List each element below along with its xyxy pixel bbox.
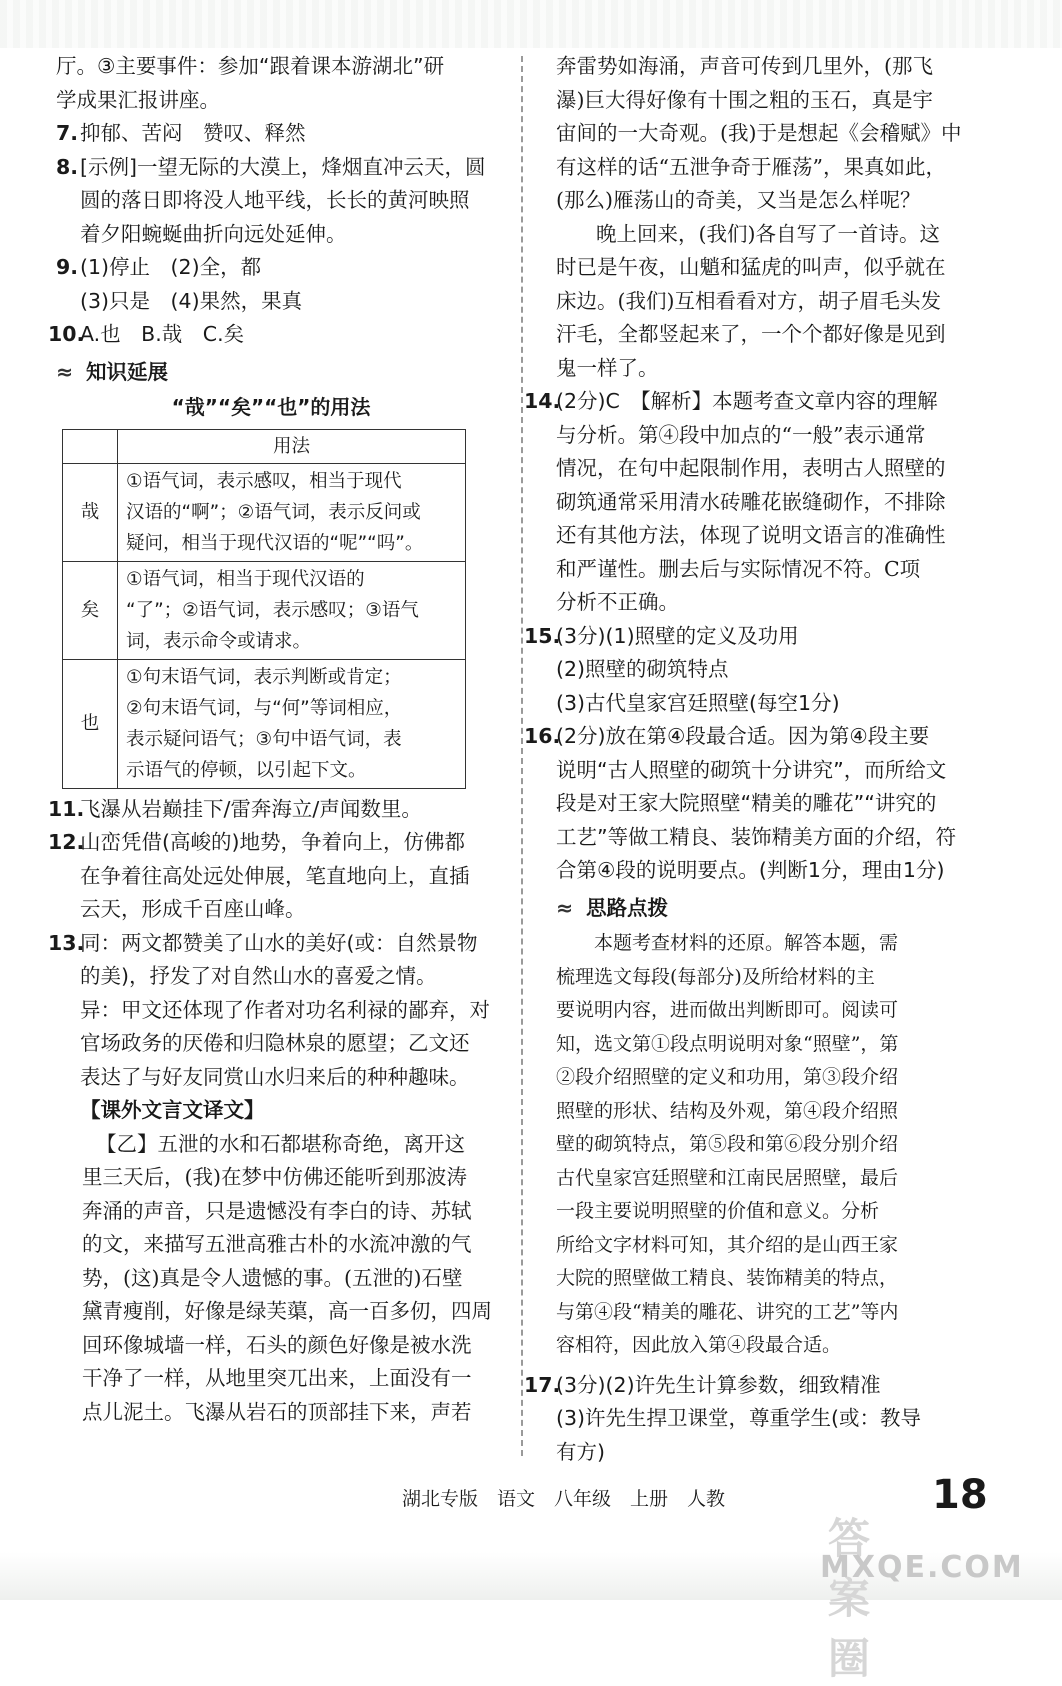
answer-text: 着夕阳蜿蜒曲折向远处延伸。 [80, 221, 347, 246]
answer-text: (3)许先生捍卫课堂，尊重学生(或：教导 [556, 1406, 922, 1430]
text-line: 所给文字材料可知，其介绍的是山西王家 [556, 1233, 899, 1256]
section-title: 思路点拨 [586, 895, 668, 920]
table-header-row [63, 429, 466, 463]
answer-text: 异：甲文还体现了作者对功名利禄的鄙弃，对 [80, 997, 490, 1022]
question-number: 13. [48, 930, 85, 955]
answer-text: 与分析。第④段中加点的“一般”表示通常 [556, 422, 926, 447]
text-line: 汗毛，全都竖起来了，一个个都好像是见到 [556, 322, 946, 346]
answer-17 [524, 1369, 972, 1470]
table-header-cell: 用法 [118, 429, 466, 463]
text-line: 厅。③主要事件：参加“跟着课本游湖北”研 [56, 54, 445, 78]
table-key-cell: 矣 [63, 561, 118, 659]
book-meta: 湖北专版 语文 八年级 上册 人教 [402, 1488, 726, 1510]
answer-15 [524, 620, 972, 721]
question-number: 11. [48, 796, 85, 821]
table-title: “哉”“矣”“也”的用法 [171, 395, 371, 419]
text-line: 大院的照壁做工精良、装饰精美的特点， [556, 1267, 899, 1289]
question-number: 17. [524, 1372, 561, 1397]
table-value-cell [118, 561, 466, 659]
table-row [63, 659, 466, 788]
thinking-tips-heading [532, 892, 972, 926]
translation-heading: 【课外文言文译文】 [80, 1098, 265, 1122]
answer-text: 抑郁、苦闷 赞叹、释然 [80, 121, 306, 145]
answer-14 [524, 385, 972, 620]
text-line: 要说明内容，进而做出判断即可。阅读可 [556, 999, 899, 1021]
cell-line: ①句末语气词，表示判断或肯定； [126, 666, 402, 688]
answer-text: A.也 B.哉 C.矣 [80, 322, 245, 346]
answer-text: [示例]一望无际的大漠上，烽烟直冲云天，圆 [80, 154, 486, 179]
knowledge-extension-heading [56, 356, 486, 390]
text-line: 干净了一样，从地里突兀出来，上面没有一 [82, 1366, 472, 1390]
translation-text [56, 1128, 492, 1430]
text-line: 鬼一样了。 [556, 355, 659, 380]
cell-line: 词，表示命令或请求。 [126, 630, 312, 652]
text-line: 奔雷势如海涌，声音可传到几里外，(那飞 [556, 54, 933, 78]
answer-text: (3)只是 (4)果然，果真 [80, 288, 303, 313]
answer-11 [48, 793, 486, 827]
answer-text: (2)照壁的砌筑特点 [556, 657, 729, 681]
question-number: 8. [56, 154, 79, 179]
wave-icon: ≈ [56, 359, 74, 384]
cell-line: 表示疑问语气；③句中语气词，表 [126, 728, 402, 750]
usage-table [62, 429, 466, 789]
answer-text: 圆的落日即将没人地平线，长长的黄河映照 [80, 188, 470, 212]
answer-text: 的美)，抒发了对自然山水的喜爱之情。 [80, 964, 437, 988]
answer-text: 砌筑通常采用清水砖雕花嵌缝砌作，不排除 [556, 489, 946, 514]
question-number: 12. [48, 830, 85, 854]
answer-text: (3分)(1)照壁的定义及功用 [556, 623, 799, 648]
text-line: 古代皇家宫廷照壁和江南民居照壁，最后 [556, 1166, 899, 1189]
question-number: 14. [524, 389, 561, 413]
question-number: 15. [524, 623, 561, 648]
text-line: 与第④段“精美的雕花、讲究的工艺”等内 [556, 1300, 899, 1323]
text-line: 床边。(我们)互相看看对方，胡子眉毛头发 [556, 288, 941, 313]
answer-text: 有方) [556, 1439, 605, 1464]
answer-text: 山峦凭借(高峻的)地势，争着向上，仿佛都 [80, 830, 465, 854]
answer-text: 还有其他方法，体现了说明文语言的准确性 [556, 523, 946, 547]
table-row [63, 561, 466, 659]
text-line: 势，(这)真是令人遗憾的事。(五泄的)石壁 [82, 1265, 463, 1290]
answer-8 [56, 151, 486, 252]
text-line: 梳理选文每段(每部分)及所给材料的主 [556, 965, 875, 988]
text-line: 知，选文第①段点明说明对象“照壁”，第 [556, 1032, 899, 1055]
answer-text: (2分)C 【解析】本题考查文章内容的理解 [556, 389, 938, 413]
text-line: 壁的砌筑特点，第⑤段和第⑥段分别介绍 [556, 1133, 899, 1155]
answer-12 [48, 826, 486, 927]
cell-line: ①语气词，表示感叹，相当于现代 [126, 470, 402, 492]
text-line: 本题考查材料的还原。解答本题，需 [594, 932, 899, 954]
question-number: 9. [56, 255, 79, 279]
text-line: 晚上回来，(我们)各自写了一首诗。这 [596, 221, 940, 246]
answer-text: 合第④段的说明要点。(判断1分，理由1分) [556, 858, 945, 882]
column-divider [521, 56, 523, 1456]
cell-line: 汉语的“啊”；②语气词，表示反问或 [126, 501, 421, 523]
text-line: 有这样的话“五泄争奇于雁荡”，果真如此， [556, 154, 946, 179]
table-value-cell [118, 659, 466, 788]
text-line: 里三天后，(我)在梦中仿佛还能听到那波涛 [82, 1165, 467, 1189]
thinking-tips-text [532, 927, 972, 1363]
answer-7 [56, 117, 486, 151]
question-number: 7. [56, 121, 79, 145]
left-column [48, 50, 492, 1429]
text-line: 学成果汇报讲座。 [56, 87, 220, 112]
text-line: 黛青瘦削，好像是绿芙蕖，高一百多仞，四周 [82, 1299, 492, 1323]
text-line: 回环像城墙一样，石头的颜色好像是被水洗 [82, 1332, 472, 1357]
answer-text: 工艺”等做工精良、装饰精美方面的介绍，符 [556, 824, 957, 849]
text-line: 瀑)巨大得好像有十围之粗的玉石，真是宇 [556, 87, 933, 112]
answer-text: 和严谨性。删去后与实际情况不符。C项 [556, 556, 921, 581]
answer-16 [524, 720, 972, 888]
answer-text: 段是对王家大院照壁“精美的雕花”“讲究的 [556, 791, 937, 815]
text-line: 点儿泥土。飞瀑从岩石的顶部挂下来，声若 [82, 1399, 472, 1424]
answer-text: 情况，在句中起限制作用，表明古人照壁的 [556, 456, 946, 480]
question-number: 10. [48, 322, 85, 346]
answer-9 [56, 251, 486, 318]
text-line: 时已是午夜，山魈和猛虎的叫声，似乎就在 [556, 255, 946, 279]
cell-line: ②句末语气词，与“何”等词相应， [126, 697, 403, 719]
answer-text: 官场政务的厌倦和归隐林泉的愿望；乙文还 [80, 1031, 470, 1055]
translation-continued [532, 50, 972, 385]
answer-text: 同：两文都赞美了山水的美好(或：自然景物 [80, 930, 478, 955]
text-line: (那么)雁荡山的奇美，又当是怎么样呢？ [556, 188, 921, 212]
text-line: 奔涌的声音，只是遗憾没有李白的诗、苏轼 [82, 1198, 472, 1223]
text-line: 容相符，因此放入第④段最合适。 [556, 1334, 842, 1356]
page-number: 18 [932, 1472, 988, 1518]
answer-text: 云天，形成千百座山峰。 [80, 897, 306, 921]
watermark-url: MXQE.COM [820, 1550, 1024, 1585]
text-line: 宙间的一大奇观。(我)于是想起《会稽赋》中 [556, 121, 962, 145]
text-line: ②段介绍照壁的定义和功用，第③段介绍 [556, 1066, 899, 1088]
text-line: 【乙】五泄的水和石都堪称奇绝，离开这 [96, 1131, 465, 1156]
answer-text: (2分)放在第④段最合适。因为第④段主要 [556, 724, 930, 748]
cell-line: 疑问，相当于现代汉语的“呢”“吗”。 [126, 532, 424, 554]
section-title: 知识延展 [86, 359, 168, 384]
torn-paper-edge-top [0, 0, 1062, 48]
cell-line: ①语气词，相当于现代汉语的 [126, 568, 365, 590]
answer-13 [48, 927, 490, 1095]
answer-text: (1)停止 (2)全，都 [80, 255, 262, 279]
table-row [63, 463, 466, 561]
watermark-text-cn: 答案圈 [828, 1514, 873, 1683]
answer-text: 表达了与好友同赏山水归来后的种种趣味。 [80, 1064, 470, 1089]
cell-line: “了”；②语气词，表示感叹；③语气 [126, 599, 419, 621]
table-corner-cell [63, 429, 118, 463]
answer-text: 在争着往高处远处伸展，笔直地向上，直插 [80, 863, 470, 888]
answer-text: 分析不正确。 [556, 590, 679, 614]
answer-text: 飞瀑从岩巅挂下/雷奔海立/声闻数里。 [80, 796, 422, 821]
table-key-cell: 哉 [63, 463, 118, 561]
answer-10 [48, 318, 486, 352]
answer-text: (3分)(2)许先生计算参数，细致精准 [556, 1372, 881, 1397]
question-number: 16. [524, 724, 561, 748]
text-line: 一段主要说明照壁的价值和意义。分析 [556, 1200, 880, 1222]
table-value-cell [118, 463, 466, 561]
text-line: 的文，来描写五泄高雅古朴的水流冲激的气 [82, 1232, 472, 1256]
answer-text: (3)古代皇家宫廷照壁(每空1分) [556, 690, 840, 715]
text-line: 照壁的形状、结构及外观，第④段介绍照 [556, 1099, 899, 1122]
answer-text: 说明“古人照壁的砌筑十分讲究”，而所给文 [556, 757, 947, 782]
cell-line: 示语气的停顿，以引起下文。 [126, 759, 367, 781]
table-key-cell: 也 [63, 659, 118, 788]
wave-icon: ≈ [556, 895, 574, 920]
right-column [524, 50, 972, 1469]
